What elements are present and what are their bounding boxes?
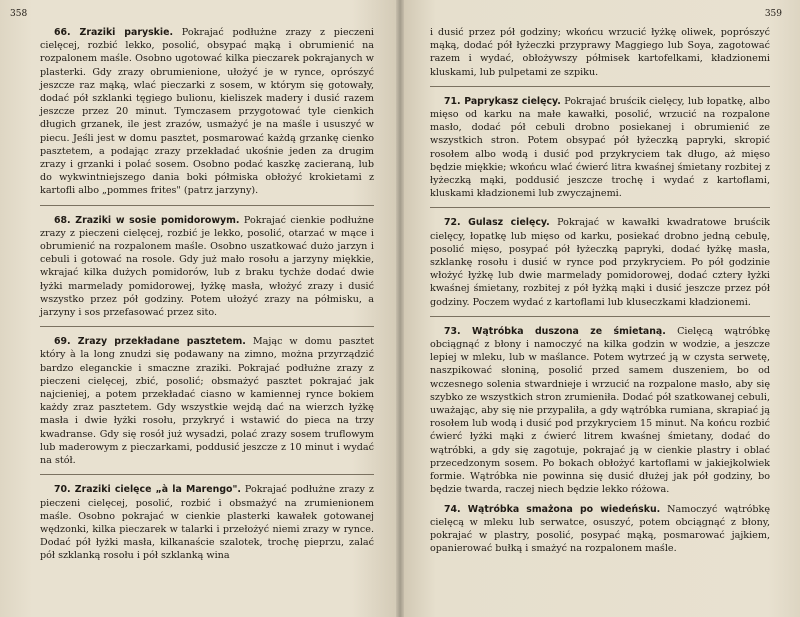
- recipe-69: [40, 335, 374, 467]
- recipe-heading: 70. Zraziki cielęce „à la Marengo".: [54, 484, 241, 496]
- recipe-body: Pokrajać podłużne zrazy z pieczeni cielęcej, rozbić lekko, posolić, obsypać mąką i obrumienić na rozpalonem maśle. Osobno ugotować kilka pieczarek pokrajanych w plasterki. Gdy zrazy obrumienione, ułożyć je w rynce, oprószyć jeszcze raz mąką, wlać pieczarki z sosem, w którym się gotowały, dodać pół szklanki tęgiego bulionu, kieliszek madery i dusić razem jeszcze przez 20 minut. Tymczasem przygotować tyle cienkich długich grzanek, ile jest zrazów, usmażyć je na maśle i ususzyć w piecu. Jeśli jest w domu pasztet, posmarować każdą grzankę cienko pasztetem, a podając zrazy przekładać ukośnie jeden za drugim zrazy i grzanki i polać sosem. Osobno podać kaszkę zacieraną, lub do wykwintniejszego dania boki półmiska obłożyć krokietami z kartofli albo „pommes frites" (patrz jarzyny).: [40, 27, 374, 197]
- recipe-71: [430, 95, 770, 201]
- recipe-body: Pokrajać bruścik cielęcy, lub łopatkę, albo mięso od karku na małe kawałki, posolić, wrzucić na rozpalone masło, dodać pół cebuli drobno posiekanej i obrumienić ze wszystkich stron. Potem obsypać pół łyżeczką papryki, skropić rosołem albo wodą i dusić pod przykryciem tak długo, aż mięso będzie miękkie; wkońcu wlać ćwierć litra kwaśnej śmietany rozbitej z łyżeczką mąki, poddusić jeszcze trochę i wydać z kartoflami, kluskami kładzionemi lub zwyczajnemi.: [430, 95, 770, 200]
- recipe-body: Namoczyć wątróbkę cielęcą w mleku lub serwatce, osuszyć, potem obciągnąć z błony, pokrajać w plastry, posolić, posypać mąką, posmarować jajkiem, opanierować bułką i smażyć na rozpalonem maśle.: [430, 503, 770, 555]
- recipe-heading: 71. Paprykasz cielęcy.: [444, 95, 561, 107]
- divider: [40, 205, 374, 206]
- page-number-right: 359: [764, 9, 782, 19]
- recipe-body: Cielęcą wątróbkę obciągnąć z błony i namoczyć na kilka godzin w wodzie, a jeszcze lepiej w mleku, lub w maślance. Potem wytrzeć ją w czysta serwetę, naszpikować słoniną, posolić przed samem duszeniem, bo od wczesnego solenia stwardnieje i wrzucić na rozpalone masło, aby się szybko ze wszystkich stron zrumieniła. Dodać pół szatkowanej cebuli, uważając, aby się nie przypaliła, a gdy wątróbka rumiana, skrapiać ją rosołem lub wodą i dusić pod przykryciem 15 minut. Na końcu rozbić ćwierć łyżki mąki z ćwierć litrem kwaśnej śmietany, dodać do wątróbki, a gdy się zagotuje, pokrajać ją w cienkie plastry i oblać przecedzonym sosem. Po bokach obłożyć kartoflami w jakiejkolwiek formie. Wątróbka nie powinna się dusić dłużej jak pół godziny, bo będzie twarda, raczej niech będzie lekko różowa.: [430, 325, 770, 496]
- recipe-74: [430, 503, 770, 556]
- recipe-68: [40, 214, 374, 320]
- recipe-66: [40, 26, 374, 198]
- recipe-heading: 72. Gulasz cielęcy.: [444, 217, 550, 229]
- recipe-73: [430, 325, 770, 497]
- recipe-70-continuation: i dusić przez pół godziny; wkońcu wrzucić łyżkę oliwek, poprószyć mąką, dodać pół łyżeczki przyprawy Maggiego lub Soya, zagotować razem i wydać, obłożywszy półmisek kartofelkami, kładzionemi kluskami, lub pulpetami ze szpiku.: [430, 27, 770, 78]
- divider: [430, 316, 770, 317]
- divider: [430, 86, 770, 87]
- divider: [40, 326, 374, 327]
- recipe-heading: 73. Wątróbka duszona ze śmietaną.: [444, 325, 666, 337]
- recipe-body: Pokrajać cienkie podłużne zrazy z pieczeni cielęcej, rozbić je lekko, posolić, otarzać w mące i obrumienić na rozpalonem maśle. Osobno uszatkować dużo jarzyn i cebuli i gotować na rosole. Gdy już mało rosołu a jarzyny miękkie, wkrajać kilka dużych pomidorów, lub z braku tychże dodać dwie łyżki marmelady pomidorowej, łyżkę masła, włożyć zrazy i dusić wszystko przez pół godziny. Potem ułożyć zrazy na półmisku, a jarzyny i sos przefasować przez sito.: [40, 214, 374, 319]
- divider: [430, 207, 770, 208]
- recipe-70: [40, 483, 374, 562]
- recipe-body: Mając w domu pasztet który à la long znudzi się podawany na zimno, można przyrządzić bardzo eleganckie i smaczne zraziki. Pokrajać podłużne zrazy z pieczeni cielęcej, zbić, posolić; obsmażyć pasztet pokrajać jak najcieniej, a potem przekładać ciasno w kamiennej rynce bokiem każdy zraz pasztetem. Gdy wszystkie wejdą dać na wierzch łyżkę masła i dwie łyżki rosołu, przykryć i wstawić do pieca na trzy kwadranse. Gdy się rosół już wysadzi, polać zrazy sosem truflowym lub maderowym z pieczarkami, poddusić jeszcze z 10 minut i wydać na stół.: [40, 336, 374, 467]
- right-page: [400, 0, 800, 617]
- recipe-72: [430, 216, 770, 308]
- recipe-heading: 66. Zraziki paryskie.: [54, 27, 174, 38]
- recipe-body: Pokrajać w kawałki kwadratowe bruścik cielęcy, łopatkę lub mięso od karku, posiekać drobno jedną cebulę, posolić mięso, posypać pół łyżeczką papryki, dodać łyżkę masła, szklankę rosołu i dusić w rynce pod przykryciem. Po pół godzinie włożyć łyżkę lub dwie marmelady pomidorowej, dodać cztery łyżki kwaśnej śmietany, rozbitej z pół łyżką mąki i dusić jeszcze przez pół godziny. Poczem wydać z kartoflami lub kluseczkami kładzionemi.: [430, 217, 770, 308]
- page-number-left: 358: [10, 9, 28, 19]
- recipe-body: Pokrajać podłużne zrazy z pieczeni cielęcej, posolić, rozbić i obsmażyć na zrumienionem maśle. Osobno pokrajać w cienkie plasterki kawałek gotowanej wędzonki, kilka pieczarek w talarki i przełożyć niemi zrazy w rynce. Dodać pół łyżki masła, kilkanaście szalotek, trochę pieprzu, zalać pół szklanką rosołu i pół szklanką wina: [40, 484, 374, 562]
- recipe-heading: 68. Zraziki w sosie pomidorowym.: [54, 214, 240, 226]
- recipe-heading: 69. Zrazy przekładane pasztetem.: [54, 336, 246, 348]
- divider: [40, 474, 374, 475]
- recipe-heading: 74. Wątróbka smażona po wiedeńsku.: [444, 503, 661, 515]
